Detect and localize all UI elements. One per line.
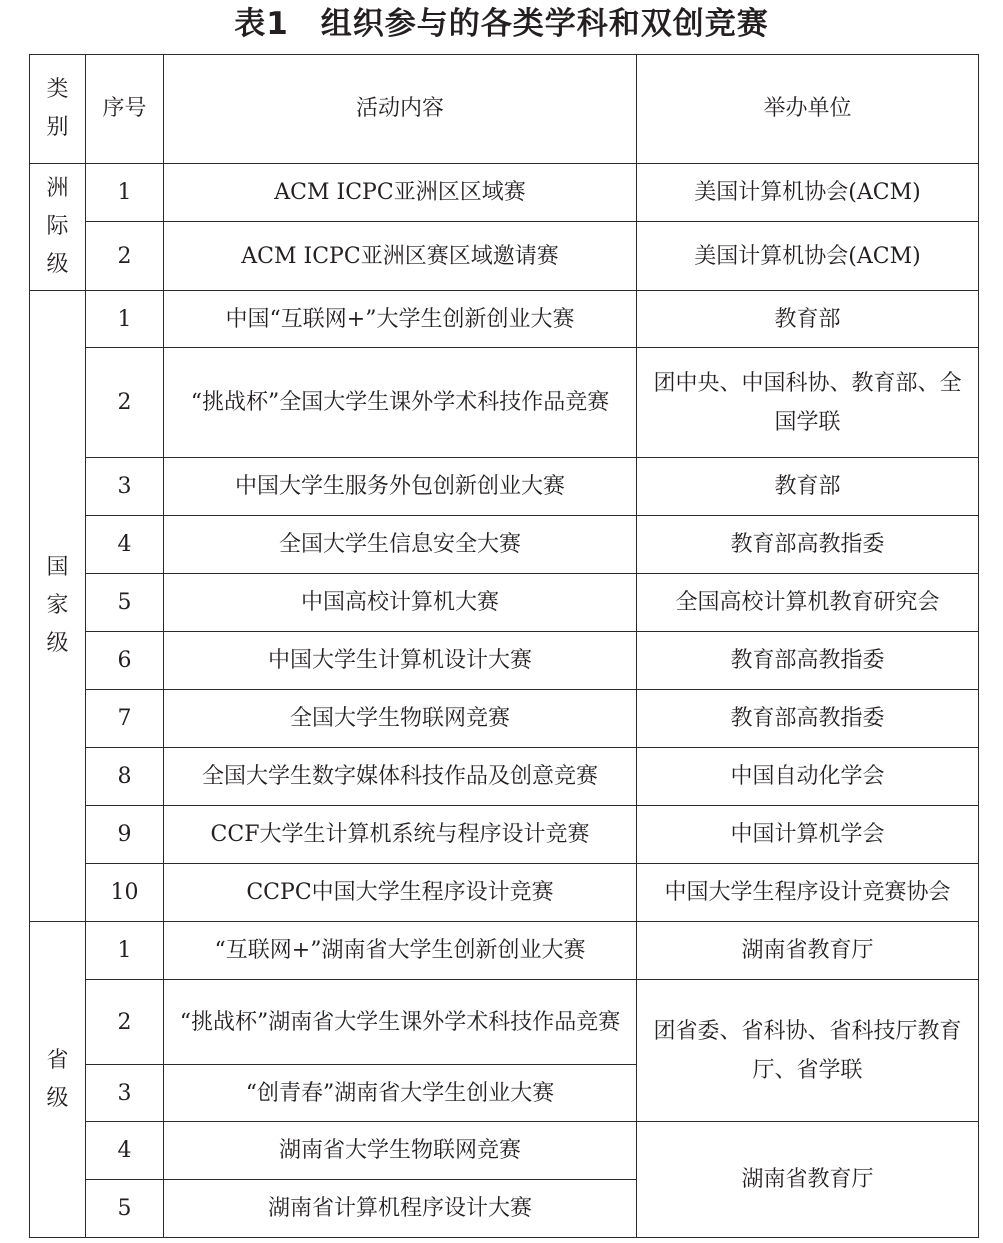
table-row xyxy=(30,922,979,980)
row-index: 1 xyxy=(86,922,164,980)
row-content: ACM ICPC亚洲区赛区域邀请赛 xyxy=(164,222,637,291)
row-index: 7 xyxy=(86,690,164,748)
header-organizer: 举办单位 xyxy=(637,55,979,164)
row-content: 湖南省计算机程序设计大赛 xyxy=(164,1180,637,1238)
table-row xyxy=(30,1122,979,1180)
row-organizer: 教育部 xyxy=(637,458,979,516)
row-content: “挑战杯”湖南省大学生课外学术科技作品竞赛 xyxy=(164,980,637,1065)
row-index: 1 xyxy=(86,164,164,222)
row-content: “互联网+”湖南省大学生创新创业大赛 xyxy=(164,922,637,980)
table-row xyxy=(30,516,979,574)
row-organizer: 中国计算机学会 xyxy=(637,806,979,864)
row-index: 10 xyxy=(86,864,164,922)
table-row xyxy=(30,748,979,806)
table-row xyxy=(30,348,979,458)
row-index: 4 xyxy=(86,1122,164,1180)
category-national: 国家级 xyxy=(30,291,86,922)
row-content: 中国大学生计算机设计大赛 xyxy=(164,632,637,690)
row-organizer: 美国计算机协会(ACM) xyxy=(637,164,979,222)
row-index: 2 xyxy=(86,348,164,458)
row-index: 4 xyxy=(86,516,164,574)
row-organizer: 教育部 xyxy=(637,291,979,348)
table-row xyxy=(30,222,979,291)
table-row xyxy=(30,574,979,632)
row-organizer: 团省委、省科协、省科技厅教育厅、省学联 xyxy=(637,980,979,1122)
row-content: CCF大学生计算机系统与程序设计竞赛 xyxy=(164,806,637,864)
header-row xyxy=(30,55,979,164)
row-content: 中国“互联网+”大学生创新创业大赛 xyxy=(164,291,637,348)
header-category: 类别 xyxy=(30,55,86,164)
row-content: 全国大学生数字媒体科技作品及创意竞赛 xyxy=(164,748,637,806)
row-index: 3 xyxy=(86,1065,164,1122)
table-row xyxy=(30,291,979,348)
category-provincial: 省级 xyxy=(30,922,86,1238)
row-content: ACM ICPC亚洲区区域赛 xyxy=(164,164,637,222)
row-content: CCPC中国大学生程序设计竞赛 xyxy=(164,864,637,922)
row-content: 中国大学生服务外包创新创业大赛 xyxy=(164,458,637,516)
row-organizer: 教育部高教指委 xyxy=(637,516,979,574)
header-index: 序号 xyxy=(86,55,164,164)
row-organizer: 中国自动化学会 xyxy=(637,748,979,806)
row-organizer: 团中央、中国科协、教育部、全国学联 xyxy=(637,348,979,458)
row-organizer: 美国计算机协会(ACM) xyxy=(637,222,979,291)
row-organizer: 湖南省教育厅 xyxy=(637,922,979,980)
row-organizer: 中国大学生程序设计竞赛协会 xyxy=(637,864,979,922)
row-organizer: 教育部高教指委 xyxy=(637,632,979,690)
row-organizer: 全国高校计算机教育研究会 xyxy=(637,574,979,632)
table-row xyxy=(30,458,979,516)
row-index: 8 xyxy=(86,748,164,806)
row-content: 中国高校计算机大赛 xyxy=(164,574,637,632)
table-row xyxy=(30,864,979,922)
row-index: 2 xyxy=(86,980,164,1065)
row-organizer: 湖南省教育厅 xyxy=(637,1122,979,1238)
row-organizer: 教育部高教指委 xyxy=(637,690,979,748)
row-content: 湖南省大学生物联网竞赛 xyxy=(164,1122,637,1180)
header-content: 活动内容 xyxy=(164,55,637,164)
table-title: 表1 组织参与的各类学科和双创竞赛 xyxy=(234,6,769,42)
row-index: 5 xyxy=(86,1180,164,1238)
row-index: 9 xyxy=(86,806,164,864)
row-index: 1 xyxy=(86,291,164,348)
row-content: “挑战杯”全国大学生课外学术科技作品竞赛 xyxy=(164,348,637,458)
row-content: “创青春”湖南省大学生创业大赛 xyxy=(164,1065,637,1122)
table-row xyxy=(30,690,979,748)
table-row xyxy=(30,980,979,1065)
row-content: 全国大学生信息安全大赛 xyxy=(164,516,637,574)
category-continental: 洲际级 xyxy=(30,164,86,291)
row-index: 3 xyxy=(86,458,164,516)
competition-table xyxy=(29,54,979,1238)
row-index: 2 xyxy=(86,222,164,291)
table-row xyxy=(30,164,979,222)
table-row xyxy=(30,806,979,864)
row-index: 6 xyxy=(86,632,164,690)
table-row xyxy=(30,632,979,690)
row-content: 全国大学生物联网竞赛 xyxy=(164,690,637,748)
row-index: 5 xyxy=(86,574,164,632)
